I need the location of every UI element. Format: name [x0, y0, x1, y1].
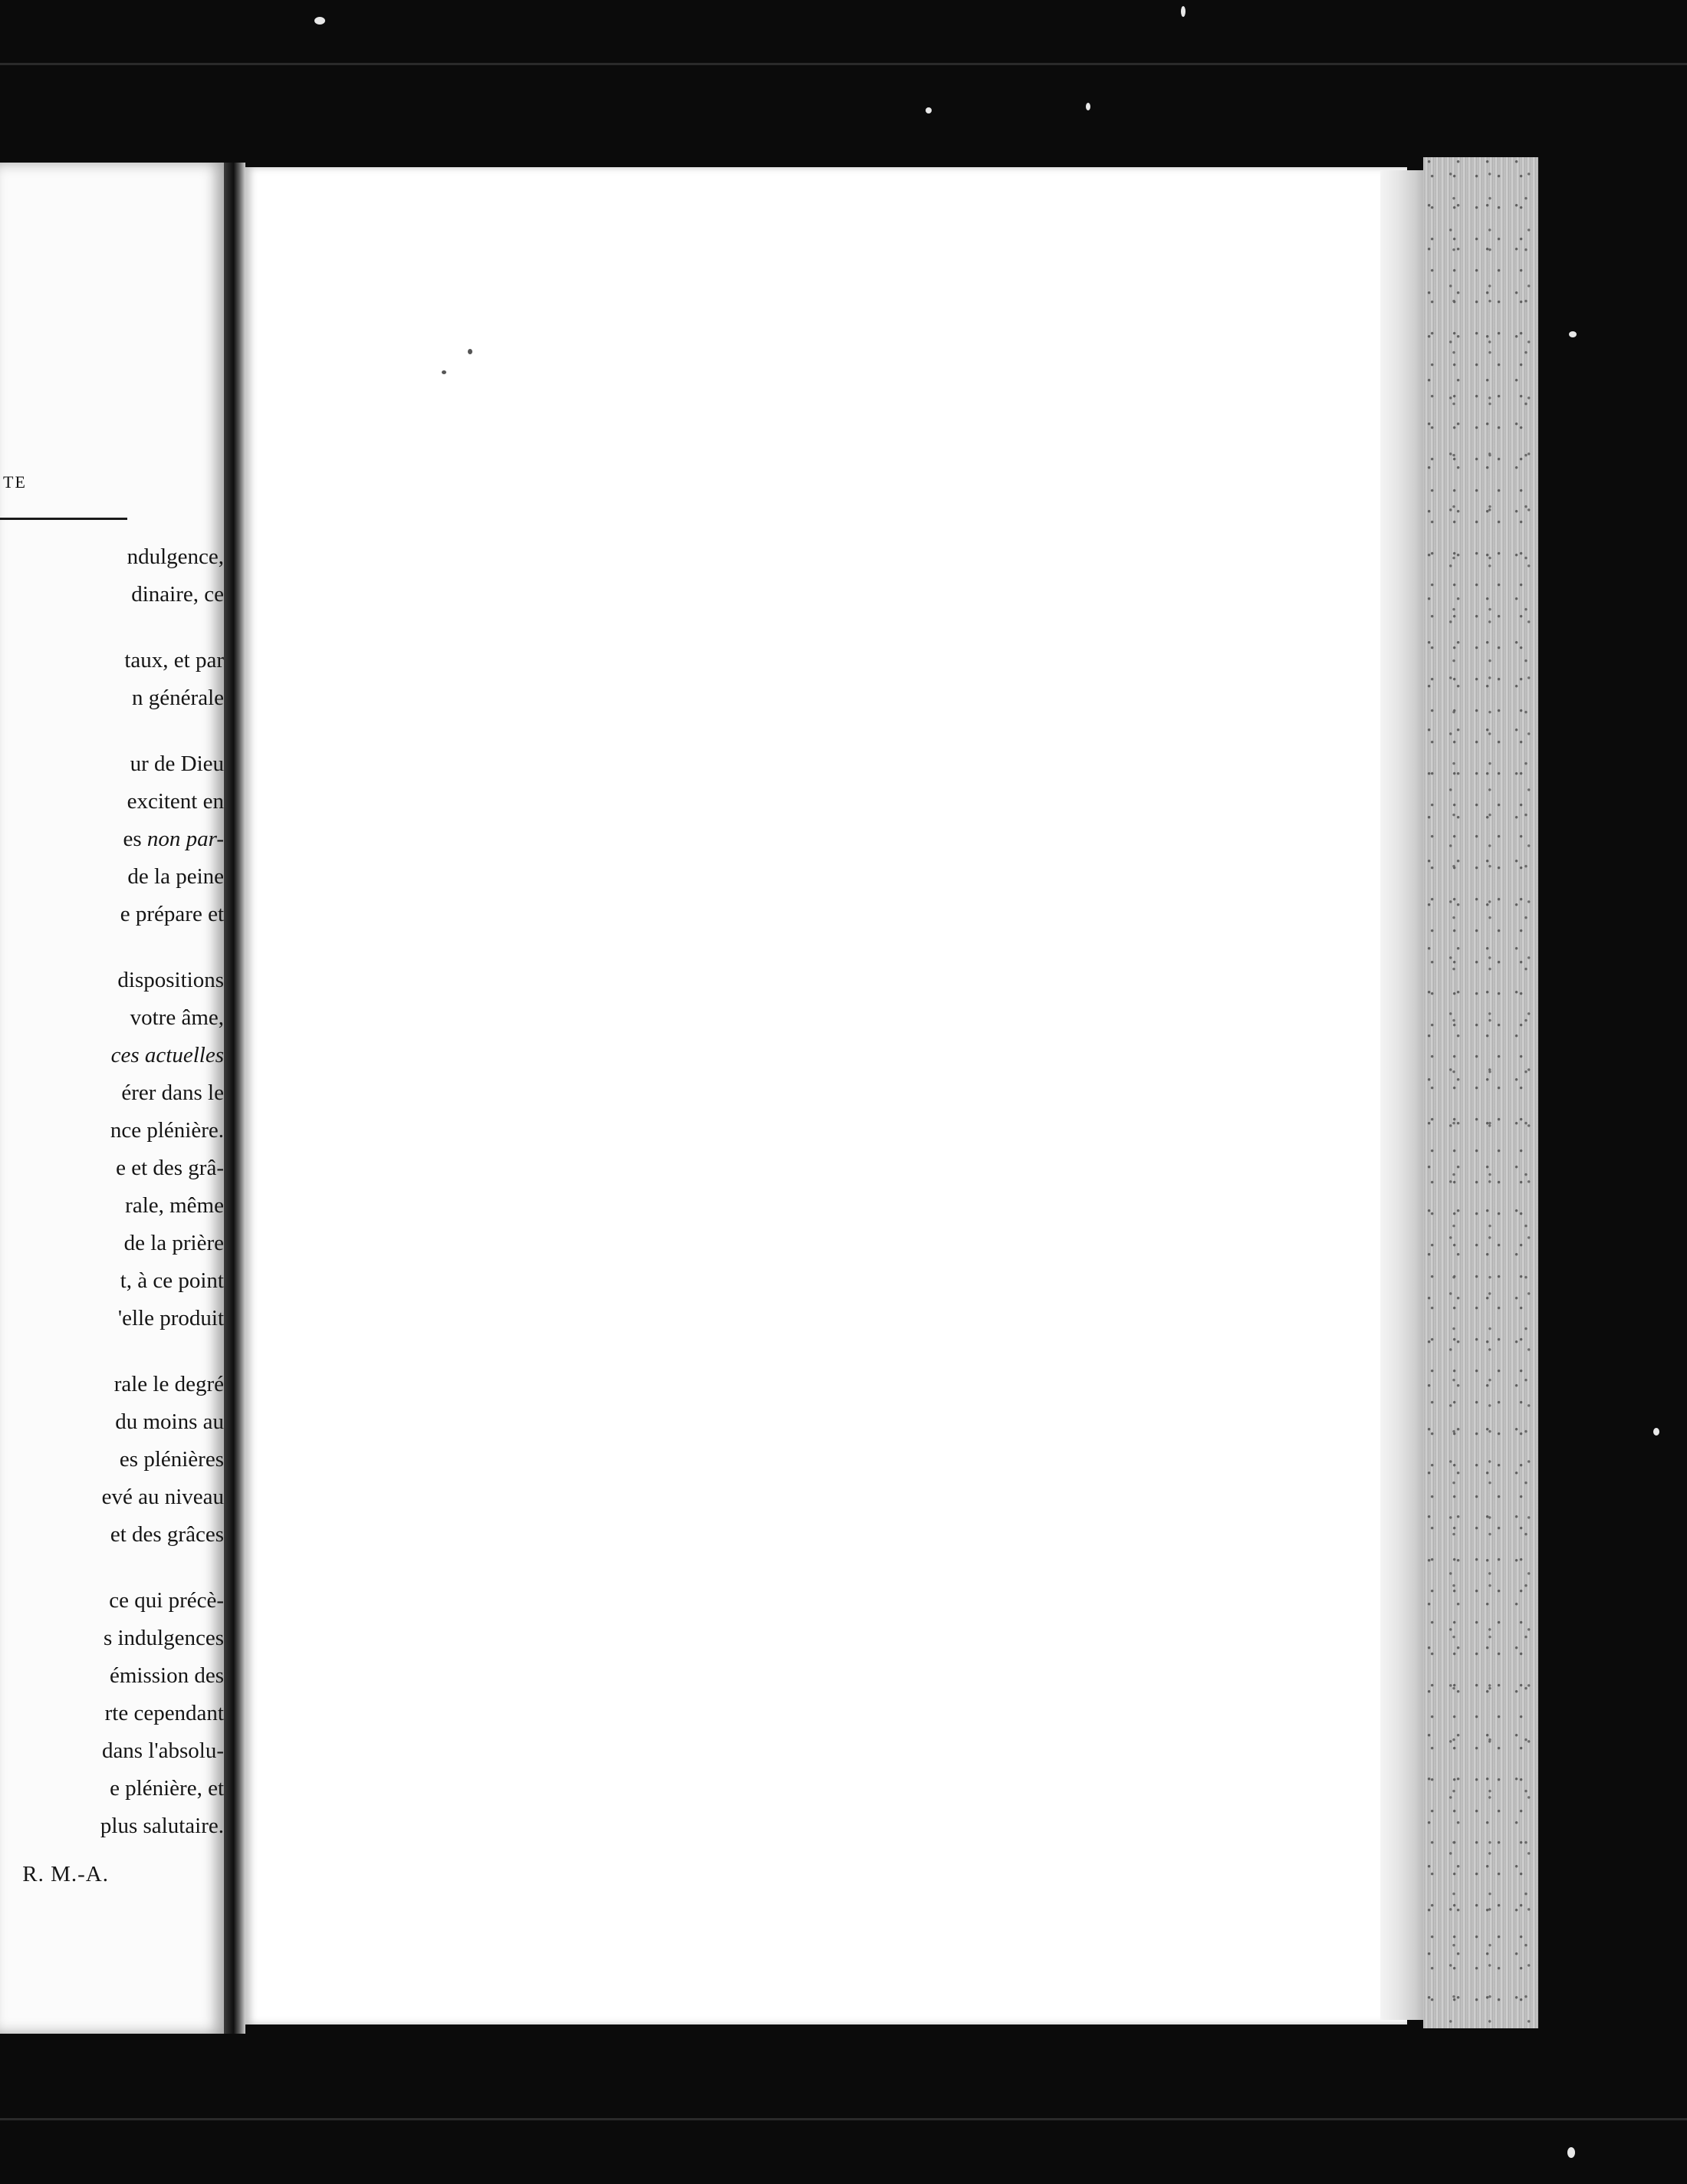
text-line: dispositions: [117, 968, 224, 992]
text-line: dinaire, ce: [131, 582, 224, 607]
text-line: e prépare et: [120, 902, 224, 926]
author-signature: R. M.-A.: [22, 1862, 109, 1886]
left-page: [0, 163, 224, 2034]
text-line: érer dans le: [121, 1080, 224, 1105]
film-dust: [314, 17, 325, 25]
text-line: es plénières: [119, 1447, 224, 1472]
text-line: evé au niveau: [101, 1485, 224, 1509]
text-line: nce plénière.: [110, 1118, 224, 1143]
text-line: t, à ce point: [120, 1268, 224, 1293]
left-page-text: [0, 538, 224, 1893]
film-dust: [1086, 103, 1090, 110]
book-page-edges: [1423, 157, 1538, 2028]
paragraph-gap: [0, 717, 224, 745]
paragraph-gap: [0, 1554, 224, 1582]
film-dust: [926, 107, 932, 113]
text-line: dans l'absolu-: [101, 1738, 224, 1763]
film-edge-line: [0, 2118, 1687, 2120]
text-line: ces actuelles: [110, 1043, 224, 1067]
page-speck: [468, 349, 472, 354]
text-line: es non par-: [123, 827, 224, 851]
right-page-edge-shadow: [1380, 170, 1423, 2020]
text-line: excitent en: [127, 789, 224, 814]
text-line: taux, et par: [124, 648, 224, 673]
film-edge-line: [0, 63, 1687, 65]
text-line: de la peine: [127, 864, 224, 889]
film-dust: [1567, 2147, 1575, 2158]
film-dust: [1653, 1428, 1659, 1436]
running-head: TE: [3, 472, 27, 492]
paragraph-gap: [0, 1337, 224, 1366]
film-dust: [1569, 331, 1577, 337]
text-line: du moins au: [115, 1409, 224, 1434]
text-line: et des grâces: [110, 1522, 224, 1547]
text-line: votre âme,: [130, 1005, 224, 1030]
paragraph-gap: [0, 613, 224, 642]
book-gutter: [224, 163, 245, 2034]
text-line: e et des grâ-: [116, 1156, 224, 1180]
text-line: ur de Dieu: [130, 752, 224, 776]
text-line: rte cependant: [104, 1701, 224, 1725]
right-page-blank: [245, 167, 1407, 2024]
text-line: ndulgence,: [127, 544, 224, 569]
text-line: plus salutaire.: [100, 1814, 224, 1838]
text-line: s indulgences: [103, 1626, 224, 1650]
header-rule: [0, 518, 127, 520]
text-line: n générale: [132, 686, 224, 710]
text-line: de la prière: [123, 1231, 224, 1255]
text-line: ce qui précè-: [109, 1588, 224, 1613]
page-speck: [442, 370, 446, 374]
paragraph-gap: [0, 933, 224, 962]
text-line: rale, même: [125, 1193, 224, 1218]
text-line: rale le degré: [113, 1372, 224, 1396]
text-line: e plénière, et: [110, 1776, 224, 1801]
film-dust: [1181, 6, 1186, 17]
text-line: émission des: [109, 1663, 224, 1688]
text-line: 'elle produit: [117, 1306, 224, 1330]
